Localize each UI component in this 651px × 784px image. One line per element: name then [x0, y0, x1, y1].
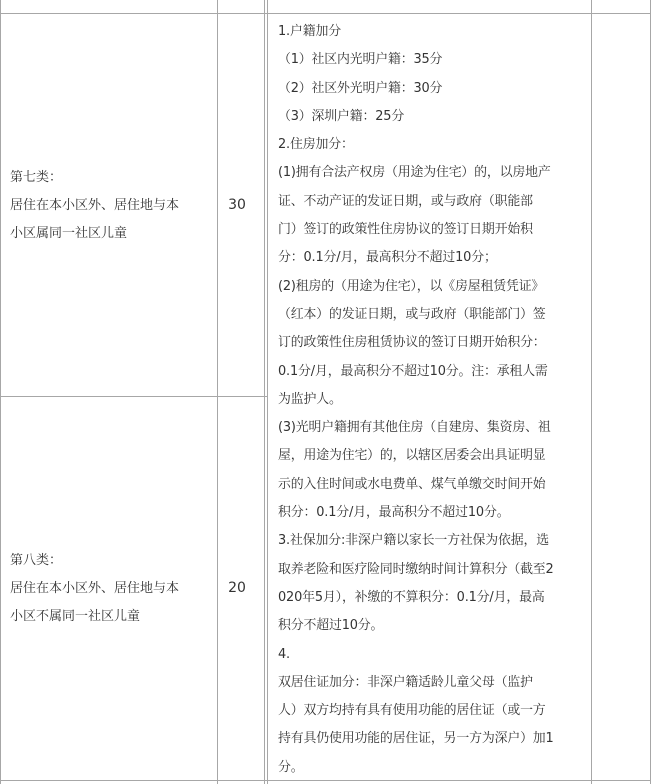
- rule-line: （2）社区外光明户籍：30分: [278, 80, 443, 96]
- rule-line: 3.社保加分:非深户籍以家长一方社保为依据，选: [278, 533, 550, 549]
- rule-line: （3）深圳户籍：25分: [278, 108, 405, 124]
- column-divider-2b: [267, 0, 268, 784]
- rule-line: 证、不动产证的发证日期，或与政府（职能部: [278, 193, 533, 209]
- category-description: 小区属同一社区儿童: [10, 226, 128, 241]
- rule-line: 积分不超过10分。: [278, 618, 384, 634]
- rule-line: (2)租房的（用途为住宅），以《房屋租赁凭证》: [278, 278, 545, 294]
- rule-line: 取养老险和医疗险同时缴纳时间计算积分（截至2: [278, 561, 554, 577]
- rule-line: 订的政策性住房租赁协议的签订日期开始积分：: [278, 335, 546, 351]
- left-border: [0, 0, 1, 784]
- rule-line: 分：0.1分/月，最高积分不超过10分；: [278, 250, 497, 266]
- category-label: 第八类：: [10, 553, 63, 568]
- column-divider-3: [591, 0, 592, 784]
- rule-line: 为监护人。: [278, 391, 342, 407]
- category-description: 居住在本小区外、居住地与本: [10, 198, 180, 213]
- scoring-rules: [278, 18, 583, 782]
- category-cell-seven: [10, 164, 206, 248]
- rule-line: 4.: [278, 646, 290, 662]
- score-cell: 20: [228, 580, 246, 596]
- top-border: [0, 13, 651, 14]
- rule-line: 0.1分/月，最高积分不超过10分。注：承租人需: [278, 363, 548, 379]
- column-divider-2: [264, 0, 265, 784]
- rule-line: 屋，用途为住宅）的，以辖区居委会出具证明显: [278, 448, 546, 464]
- rule-line: 分。: [278, 759, 304, 775]
- column-divider-1: [217, 0, 218, 784]
- category-description: 小区不属同一社区儿童: [10, 609, 141, 624]
- rule-line: 2.住房加分：: [278, 137, 354, 153]
- rule-line: 持有具仍使用功能的居住证，另一方为深户）加1: [278, 731, 554, 747]
- rule-line: 人）双方均持有具有使用功能的居住证（或一方: [278, 703, 546, 719]
- rule-line: 020年5月），补缴的不算积分：0.1分/月，最高: [278, 589, 545, 605]
- category-description: 居住在本小区外、居住地与本: [10, 581, 180, 596]
- rule-line: 1.户籍加分: [278, 24, 341, 39]
- rule-line: 双居住证加分：非深户籍适龄儿童父母（监护: [278, 674, 533, 690]
- rule-line: (3)光明户籍拥有其他住房（自建房、集资房、祖: [278, 420, 551, 436]
- rule-line: （红本）的发证日期，或与政府（职能部门）签: [278, 306, 546, 322]
- category-label: 第七类：: [10, 170, 63, 185]
- rule-line: 积分：0.1分/月，最高积分不超过10分。: [278, 505, 510, 521]
- rule-line: 示的入住时间或水电费单、煤气单缴交时间开始: [278, 476, 546, 492]
- rule-line: （1）社区内光明户籍：35分: [278, 52, 443, 68]
- score-cell: 30: [228, 197, 246, 213]
- rule-line: (1)拥有合法产权房（用途为住宅）的，以房地产: [278, 165, 551, 181]
- category-cell-eight: [10, 547, 206, 631]
- row-divider: [0, 396, 267, 397]
- rule-line: 门）签订的政策性住房协议的签订日期开始积: [278, 222, 533, 238]
